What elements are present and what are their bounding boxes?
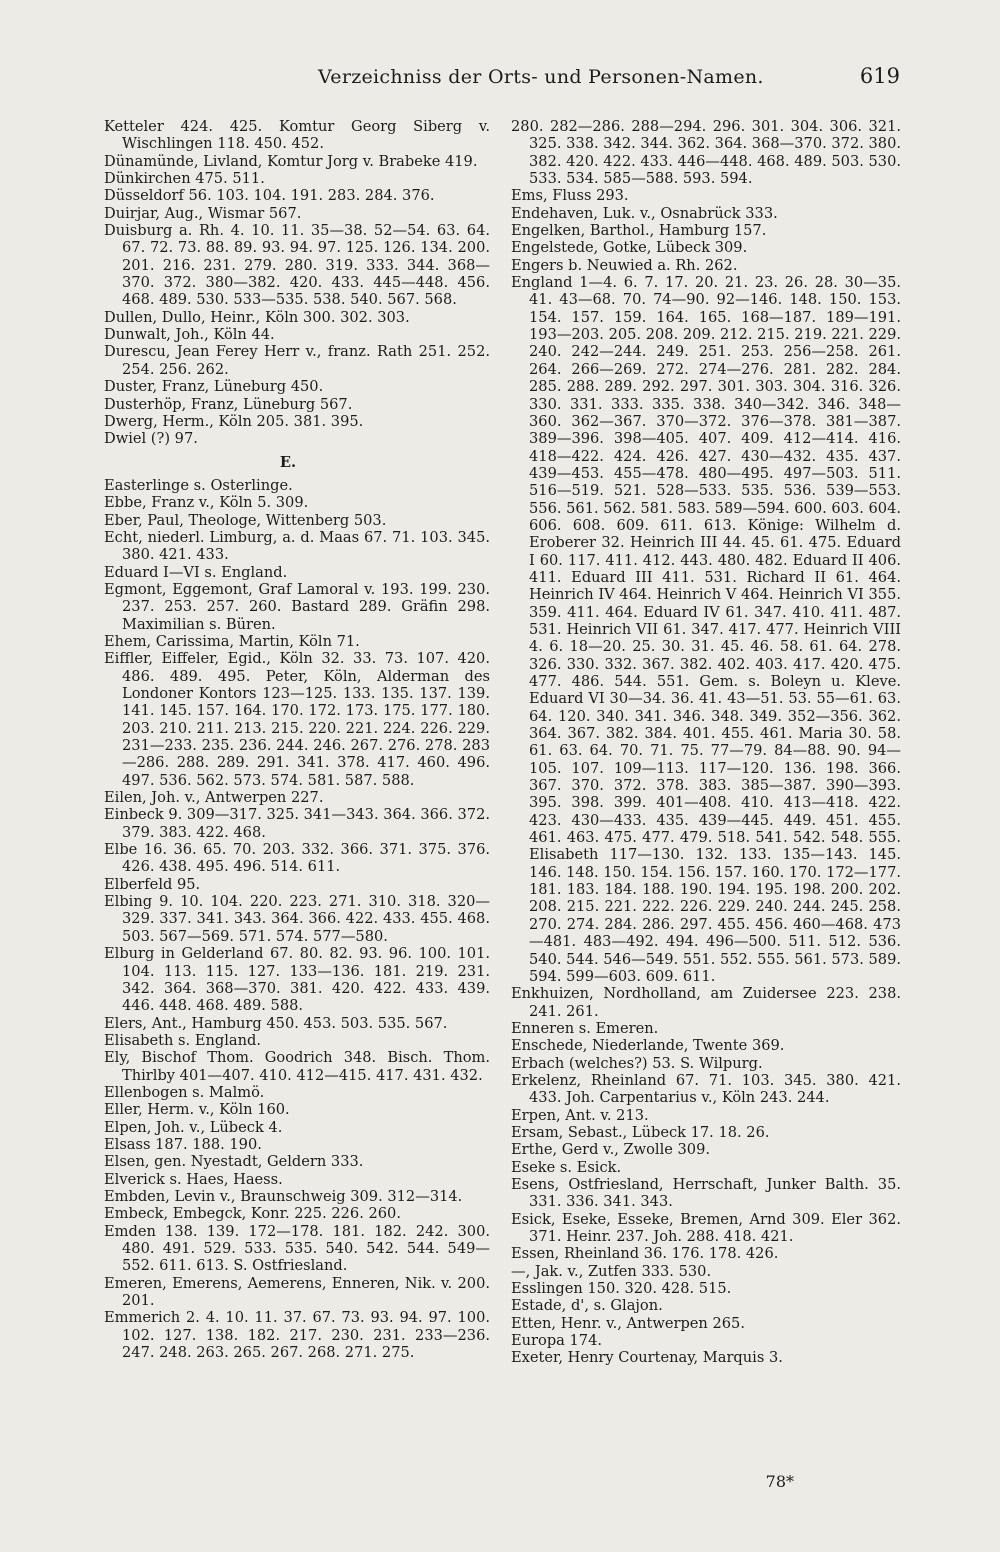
index-entry: Eilen, Joh. v., Antwerpen 227. bbox=[104, 789, 324, 807]
index-entry: Elbing 9. 10. 104. 220. 223. 271. 310. 318. 320—329. 337. 341. 343. 364. 366. 422. 433. 455. 468. 503. 567—569. 571. 574. 577—580. bbox=[104, 893, 495, 945]
signature-mark: 78* bbox=[765, 1472, 794, 1491]
index-entry: Engelken, Barthol., Hamburg 157. bbox=[511, 222, 767, 240]
index-entry: Endehaven, Luk. v., Osnabrück 333. bbox=[511, 204, 778, 222]
index-entry: Enkhuizen, Nordholland, am Zuidersee 223. 238. 241. 261. bbox=[511, 985, 906, 1020]
index-entry: Embden, Levin v., Braunschweig 309. 312—314. bbox=[104, 1187, 463, 1205]
index-entry: Embeck, Embegck, Konr. 225. 226. 260. bbox=[104, 1205, 401, 1223]
left-column bbox=[104, 118, 495, 1362]
index-entry: Durescu, Jean Ferey Herr v., franz. Rath 251. 252. 254. 256. 262. bbox=[104, 343, 495, 378]
index-entry: Elburg in Gelderland 67. 80. 82. 93. 96. 100. 101. 104. 113. 115. 127. 133—136. 181. 219. 231. 342. 364. 368—370. 381. 420. 422. 433. 439. 446. 448. 468. 489. 588. bbox=[104, 945, 495, 1015]
index-entry: Elpen, Joh. v., Lübeck 4. bbox=[104, 1118, 283, 1136]
index-entry: Elsen, gen. Nyestadt, Geldern 333. bbox=[104, 1153, 364, 1171]
running-title: Verzeichniss der Orts- und Personen-Namen. bbox=[318, 66, 764, 88]
index-entry: Erbach (welches?) 53. S. Wilpurg. bbox=[511, 1054, 763, 1072]
index-entry: Duirjar, Aug., Wismar 567. bbox=[104, 204, 302, 222]
index-entry: Engers b. Neuwied a. Rh. 262. bbox=[511, 256, 738, 274]
index-entry: Elverick s. Haes, Haess. bbox=[104, 1170, 283, 1188]
index-entry: Ebbe, Franz v., Köln 5. 309. bbox=[104, 494, 309, 512]
index-entry: Elbe 16. 36. 65. 70. 203. 332. 366. 371. 375. 376. 426. 438. 495. 496. 514. 611. bbox=[104, 841, 495, 876]
index-entry: —, Jak. v., Zutfen 333. 530. bbox=[511, 1262, 712, 1280]
index-entry: Estade, d', s. Glajon. bbox=[511, 1297, 663, 1315]
index-entry: Dünamünde, Livland, Komtur Jorg v. Brabeke 419. bbox=[104, 152, 478, 170]
index-entry: Duster, Franz, Lüneburg 450. bbox=[104, 378, 324, 396]
index-entry: Elsass 187. 188. 190. bbox=[104, 1135, 262, 1153]
index-entry: Dusterhöp, Franz, Lüneburg 567. bbox=[104, 395, 353, 413]
index-entry: Ely, Bischof Thom. Goodrich 348. Bisch. Thom. Thirlby 401—407. 410. 412—415. 417. 431. 432. bbox=[104, 1049, 495, 1084]
index-entry: Eller, Herm. v., Köln 160. bbox=[104, 1101, 290, 1119]
index-entry: Emeren, Emerens, Aemerens, Enneren, Nik. v. 200. 201. bbox=[104, 1274, 495, 1310]
index-entry: Elisabeth s. England. bbox=[104, 1031, 261, 1049]
left-entries-d bbox=[104, 118, 495, 448]
index-entry: Esens, Ostfriesland, Herrschaft, Junker Balth. 35. 331. 336. 341. 343. bbox=[511, 1175, 906, 1211]
index-entry: Ellenbogen s. Malmö. bbox=[104, 1083, 265, 1101]
index-entry: Einbeck 9. 309—317. 325. 341—343. 364. 366. 372. 379. 383. 422. 468. bbox=[104, 806, 495, 841]
index-entry: England 1—4. 6. 7. 17. 20. 21. 23. 26. 28. 30—35. 41. 43—68. 70. 74—90. 92—146. 148. 150. 153. 154. 157. 159. 164. 165. 168—187. 189—191. 193—203. 205. 208. 209. 212. 215. 219. 221. 229. 240. 242—244. 249. 251. 253. 256—258. 261. 264. 266—269. 272. 274—276. 281. 282. 284. 285. 288. 289. 292. 297. 301. 303. 304. 316. 326. 330. 331. 333. 335. 338. 340—342. 346. 348—360. 362—367. 370—372. 376—378. 381—387. 389—396. 398—405. 407. 409. 412—414. 416. 418—422. 424. 426. 427. 430—432. 435. 437. 439—453. 455—478. 480—495. 497—503. 511. 516—519. 521. 528—533. 535. 536. 539—553. 556. 561. 562. 581. 583. 589—594. 600. 603. 604. 606. 608. 609. 611. 613. Könige: Wilhelm d. Eroberer 32. Heinrich III 44. 45. 61. 475. Eduard I 60. 117. 411. 412. 443. 480. 482. Eduard II 406. 411. Eduard III 411. 531. Richard II 61. 464. Heinrich IV 464. Heinrich V 464. Heinrich VI 355. 359. 411. 464. Eduard IV 61. 347. 410. 411. 487. 531. Heinrich VII 61. 347. 417. 477. Heinrich VIII 4. 6. 18—20. 25. 30. 31. 45. 46. 58. 61. 64. 278. 326. 330. 332. 367. 382. 402. 403. 417. 420. 475. 477. 486. 544. 551. Gem. s. Boleyn u. Kleve. Eduard VI 30—34. 36. 41. 43—51. 53. 55—61. 63. 64. 120. 340. 341. 346. 348. 349. 352—356. 362. 364. 367. 382. 384. 401. 455. 461. Maria 30. 58. 61. 63. 64. 70. 71. 75. 77—79. 84—88. 90. 94—105. 107. 109—113. 117—120. 136. 198. 366. 367. 370. 372. 378. 383. 385—387. 390—393. 395. 398. 399. 401—408. 410. 413—418. 422. 423. 430—433. 435. 439—445. 449. 451. 455. 461. 463. 475. 477. 479. 518. 541. 542. 548. 555. Elisabeth 117—130. 132. 133. 135—143. 145. 146. 148. 150. 154. 156. 157. 160. 170. 172—177. 181. 183. 184. 188. 190. 194. 195. 198. 200. 202. 208. 215. 221. 222. 226. 229. 240. 244. 245. 258. 270. 274. 284. 286. 297. 455. 456. 460—468. 473—481. 483—492. 494. 496—500. 511. 512. 536. 540. 544. 546—549. 551. 552. 555. 561. 573. 589. 594. 599—603. 609. 611. bbox=[511, 274, 906, 985]
index-entry: Dünkirchen 475. 511. bbox=[104, 170, 265, 188]
index-entry: 280. 282—286. 288—294. 296. 301. 304. 306. 321. 325. 338. 342. 344. 362. 364. 368—370. 372. 380. 382. 420. 422. 433. 446—448. 468. 489. 503. 530. 533. 534. 585—588. 593. 594. bbox=[511, 118, 906, 188]
index-entry: Ersam, Sebast., Lübeck 17. 18. 26. bbox=[511, 1123, 770, 1141]
index-entry: Dwiel (?) 97. bbox=[104, 430, 198, 448]
index-entry: Erthe, Gerd v., Zwolle 309. bbox=[511, 1141, 711, 1159]
right-column bbox=[511, 118, 906, 1367]
index-entry: Eseke s. Esick. bbox=[511, 1158, 622, 1176]
index-entry: Dunwalt, Joh., Köln 44. bbox=[104, 326, 275, 344]
index-entry: Europa 174. bbox=[511, 1332, 602, 1350]
index-entry: Elberfeld 95. bbox=[104, 875, 201, 893]
index-entry: Esslingen 150. 320. 428. 515. bbox=[511, 1280, 732, 1298]
index-entry: Elers, Ant., Hamburg 450. 453. 503. 535. 567. bbox=[104, 1014, 448, 1032]
index-entry: Enneren s. Emeren. bbox=[511, 1019, 659, 1037]
index-entry: Eber, Paul, Theologe, Wittenberg 503. bbox=[104, 511, 387, 529]
index-entry: Esick, Eseke, Esseke, Bremen, Arnd 309. Eler 362. 371. Heinr. 237. Joh. 288. 418. 421. bbox=[511, 1210, 906, 1245]
index-entry: Emmerich 2. 4. 10. 11. 37. 67. 73. 93. 94. 97. 100. 102. 127. 138. 182. 217. 230. 231. 233—236. 247. 248. 263. 265. 267. 268. 271. 275. bbox=[104, 1309, 495, 1362]
index-entry: Eiffler, Eiffeler, Egid., Köln 32. 33. 73. 107. 420. 486. 489. 495. Peter, Köln, Alderman des Londoner Kontors 123—125. 133. 135. 137. 139. 141. 145. 157. 164. 170. 172. 173. 175. 177. 180. 203. 210. 211. 213. 215. 220. 221. 224. 226. 229. 231—233. 235. 236. 244. 246. 267. 276. 278. 283—286. 288. 289. 291. 341. 378. 417. 460. 496. 497. 536. 562. 573. 574. 581. 587. 588. bbox=[104, 650, 495, 789]
running-header bbox=[300, 66, 900, 96]
index-entry: Erkelenz, Rheinland 67. 71. 103. 345. 380. 421. 433. Joh. Carpentarius v., Köln 243. 244. bbox=[511, 1071, 906, 1107]
index-entry: Duisburg a. Rh. 4. 10. 11. 35—38. 52—54. 63. 64. 67. 72. 73. 88. 89. 93. 94. 97. 125. 126. 134. 200. 201. 216. 231. 279. 280. 319. 333. 344. 368—370. 372. 380—382. 420. 433. 445—448. 456. 468. 489. 530. 533—535. 538. 540. 567. 568. bbox=[104, 222, 495, 309]
index-entry: Düsseldorf 56. 103. 104. 191. 283. 284. 376. bbox=[104, 187, 435, 205]
index-entry: Eduard I—VI s. England. bbox=[104, 563, 288, 581]
index-entry: Essen, Rheinland 36. 176. 178. 426. bbox=[511, 1245, 779, 1263]
index-entry: Ketteler 424. 425. Komtur Georg Siberg v. Wischlingen 118. 450. 452. bbox=[104, 118, 495, 153]
index-entry: Easterlinge s. Osterlinge. bbox=[104, 476, 293, 494]
index-entry: Emden 138. 139. 172—178. 181. 182. 242. 300. 480. 491. 529. 533. 535. 540. 542. 544. 549—552. 611. 613. S. Ostfriesland. bbox=[104, 1222, 495, 1275]
left-entries-e bbox=[104, 476, 495, 1362]
index-entry: Etten, Henr. v., Antwerpen 265. bbox=[511, 1314, 745, 1332]
index-entry: Enschede, Niederlande, Twente 369. bbox=[511, 1037, 785, 1055]
right-entries bbox=[511, 118, 906, 1367]
index-entry: Erpen, Ant. v. 213. bbox=[511, 1106, 649, 1124]
index-entry: Dwerg, Herm., Köln 205. 381. 395. bbox=[104, 412, 364, 430]
page-number: 619 bbox=[859, 64, 900, 88]
section-letter-e: E. bbox=[279, 453, 297, 471]
index-entry: Ems, Fluss 293. bbox=[511, 187, 629, 205]
index-entry: Exeter, Henry Courtenay, Marquis 3. bbox=[511, 1349, 783, 1367]
index-entry: Echt, niederl. Limburg, a. d. Maas 67. 71. 103. 345. 380. 421. 433. bbox=[104, 528, 495, 564]
index-entry: Dullen, Dullo, Heinr., Köln 300. 302. 303. bbox=[104, 308, 410, 326]
index-entry: Engelstede, Gotke, Lübeck 309. bbox=[511, 239, 748, 257]
index-entry: Ehem, Carissima, Martin, Köln 71. bbox=[104, 632, 360, 650]
index-entry: Egmont, Eggemont, Graf Lamoral v. 193. 199. 230. 237. 253. 257. 260. Bastard 289. Gräfin 298. Maximilian s. Büren. bbox=[104, 580, 495, 633]
